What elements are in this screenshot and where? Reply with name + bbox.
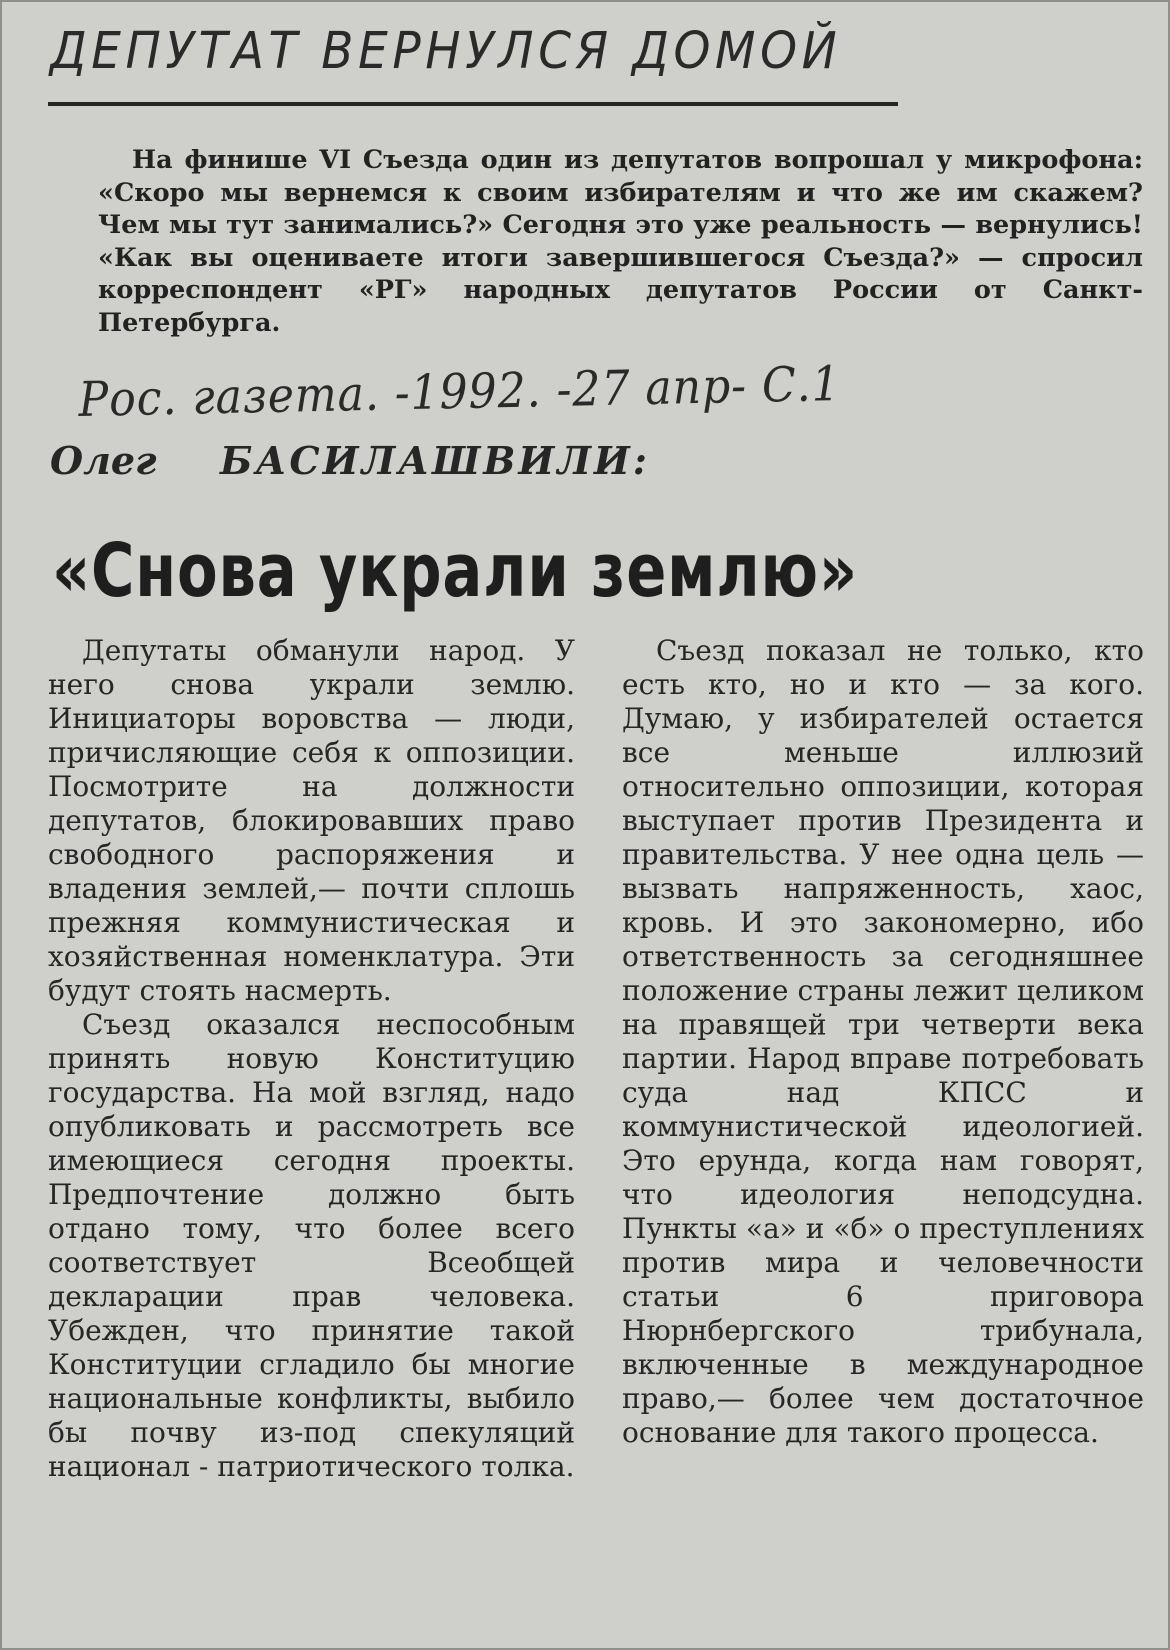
author-last-name: БАСИЛАШВИЛИ: [220, 438, 650, 483]
article-headline: «Снова украли землю» [52, 528, 858, 614]
author-first-name: Олег [50, 438, 157, 483]
paragraph: Съезд показал не только, кто есть кто, но и кто — за кого. Думаю, у избирателей остается все меньше иллюзий относительно оппозиции, которая выступает против Президента и правительства. У нее одна цель — вызвать напряженность, хаос, кровь. И это закономерно, ибо ответственность за сегодняшнее положение страны лежит целиком на правящей три четверти века партии. Народ вправе потребовать суда над КПСС и коммунистической идеологией. Это ерунда, когда нам говорят, что идеология неподсудна. Пункты «а» и «б» о преступлениях против мира и человечности статьи 6 приговора Нюрнбергского трибунала, включенные в международное право,— более чем достаточное основание для такого процесса. [622, 634, 1144, 1449]
paragraph: Депутаты обманули народ. У него снова украли землю. Инициаторы воровства — люди, причисляющие себя к оппозиции. Посмотрите на должности депутатов, блокировавших право свободного распоряжения и владения землей,— почти сплошь прежняя коммунистическая и хозяйственная номенклатура. Эти будут стоять насмерть. [48, 634, 575, 1007]
rubric-underline [48, 102, 898, 106]
handwritten-citation: Рос. газета. -1992. -27 апр- С.1 [78, 356, 842, 428]
section-rubric: ДЕПУТАТ ВЕРНУЛСЯ ДОМОЙ [50, 22, 842, 81]
article-column-left [48, 634, 575, 1484]
paragraph: Съезд оказался неспособным принять новую Конституцию государства. На мой взгляд, надо опубликовать и рассмотреть все имеющиеся сегодня проекты. Предпочтение должно быть отдано тому, что более всего соответствует Всеобщей декларации прав человека. Убежден, что принятие такой Конституции сгладило бы многие национальные конфликты, выбило бы почву из-под спекуляций национал - патриотического толка. [48, 1008, 575, 1483]
article-column-right [622, 634, 1144, 1450]
lead-paragraph: На финише VI Съезда один из депутатов вопрошал у микрофона: «Скоро мы вернемся к своим избирателям и что же им скажем? Чем мы тут занимались?» Сегодня это уже реальность — вернулись! «Как вы оцениваете итоги завершившегося Съезда?» — спросил корреспондент «РГ» народных депутатов России от Санкт-Петербурга. [98, 145, 1143, 338]
